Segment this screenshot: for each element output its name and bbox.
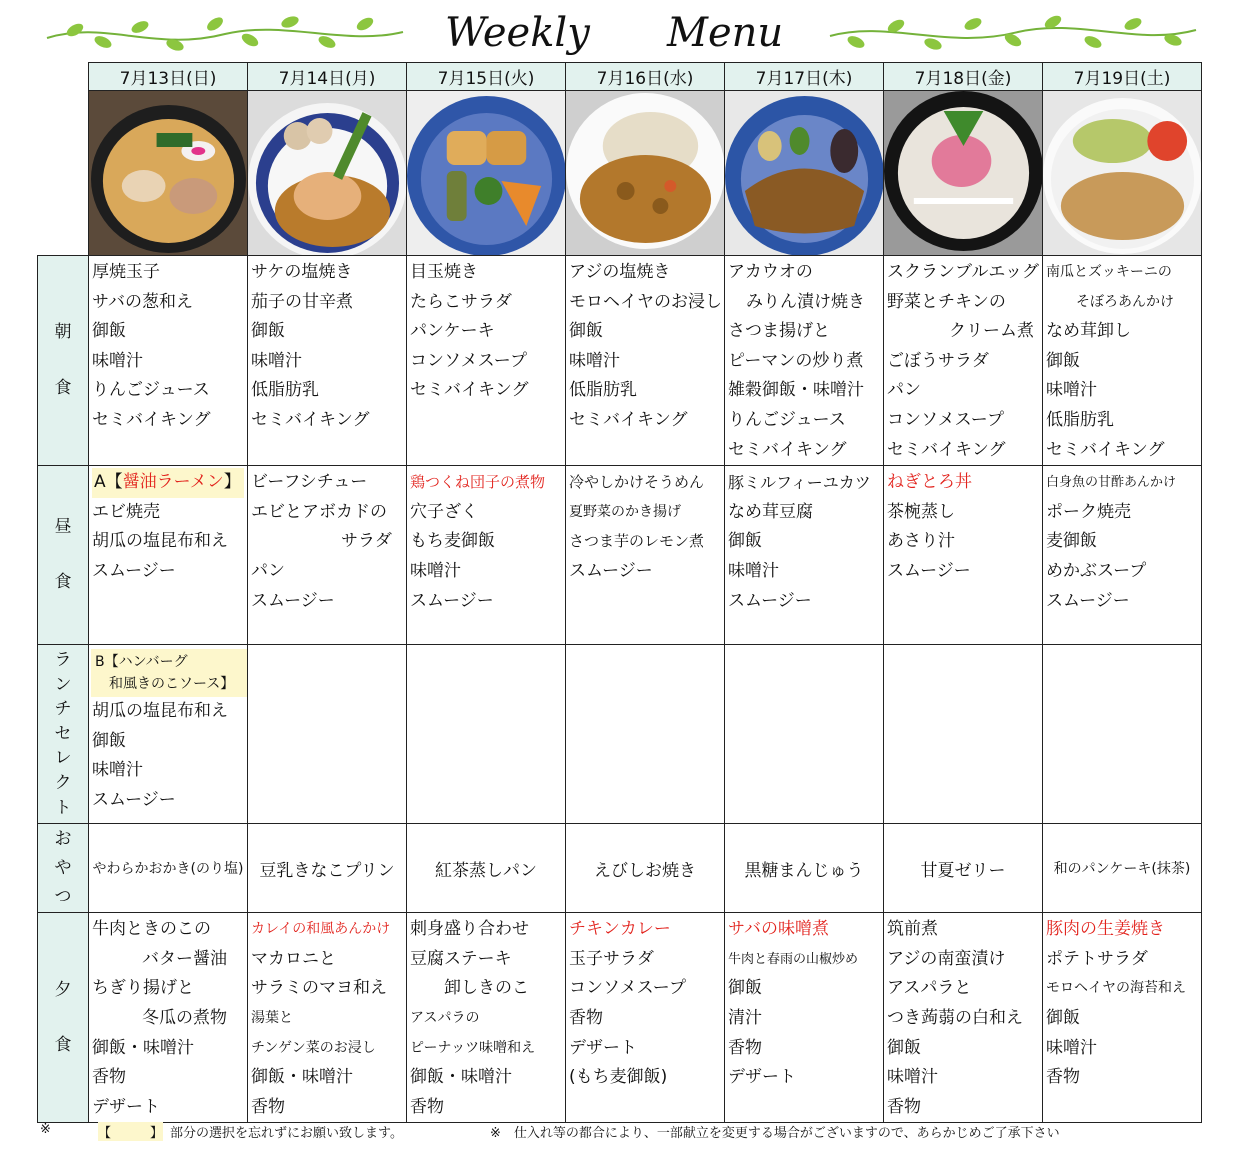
menu-item: セミバイキング — [92, 409, 211, 430]
menu-item: 御飯 — [1046, 350, 1080, 371]
menu-item: サケの塩焼き — [251, 262, 353, 282]
breakfast-row — [38, 256, 1202, 466]
vegetable-stew-icon — [407, 91, 566, 256]
menu-item: 香物 — [410, 1096, 444, 1117]
salmon-dish-icon — [248, 91, 407, 256]
menu-item: 低脂肪乳 — [1046, 409, 1114, 430]
snack-item: やわらかおかき(のり塩) — [89, 824, 248, 913]
menu-item: 御飯 — [92, 321, 126, 342]
title-weekly: Weekly — [445, 10, 590, 56]
menu-item: 茶椀蒸し — [887, 501, 955, 522]
menu-item: 目玉焼き — [410, 262, 478, 282]
menu-item: 味噌汁 — [569, 350, 620, 371]
menu-item: モロヘイヤの海苔和え — [1046, 980, 1186, 997]
menu-item: みりん漬け焼き — [746, 291, 865, 312]
menu-item: パン — [887, 380, 921, 401]
header — [0, 0, 1237, 62]
menu-item: そぼろあんかけ — [1076, 293, 1174, 310]
day-header: 7月17日(木) — [725, 63, 884, 91]
menu-item: ねぎとろ丼 — [887, 472, 972, 493]
note-menu-change: ※ 仕入れ等の都合により、一部献立を変更する場合がございますので、あらかじめご了承下さい — [490, 1126, 1060, 1141]
menu-item: マカロニと — [251, 948, 336, 969]
note-mark: ※ — [40, 1122, 51, 1137]
menu-item: 味噌汁 — [92, 350, 143, 371]
menu-item: カレイの和風あんかけ — [251, 921, 391, 938]
menu-item: バター醤油 — [142, 948, 227, 969]
snack-item: えびしお焼き — [566, 824, 725, 913]
menu-item: さつま芋のレモン煮 — [569, 532, 705, 551]
menu-item: スムージー — [728, 590, 812, 611]
snack-item: 紅茶蒸しパン — [407, 824, 566, 913]
menu-item: チンゲン菜のお浸し — [251, 1039, 376, 1056]
menu-item: 味噌汁 — [728, 560, 779, 581]
day-header: 7月15日(火) — [407, 63, 566, 91]
menu-item: なめ茸豆腐 — [728, 501, 813, 522]
menu-item: 麦御飯 — [1046, 531, 1097, 552]
menu-item: 香物 — [1046, 1067, 1080, 1088]
menu-item: 味噌汁 — [887, 1067, 938, 1088]
menu-item: エビ焼売 — [92, 501, 160, 522]
menu-item: 御飯 — [251, 321, 285, 342]
menu-item: 御飯 — [887, 1037, 921, 1058]
snack-row — [38, 824, 1202, 913]
menu-item: クリーム煮 — [949, 321, 1034, 342]
menu-item: エビとアボカドの — [251, 501, 387, 522]
menu-item: 鶏つくね団子の煮物 — [410, 473, 546, 492]
menu-item: アスパラの — [410, 1009, 480, 1026]
menu-item: ちぎり揚げと — [92, 978, 194, 999]
menu-item: 胡瓜の塩昆布和え — [92, 531, 228, 552]
menu-item: さつま揚げと — [728, 321, 830, 342]
menu-item: 御飯 — [92, 730, 126, 751]
day-header: 7月19日(土) — [1043, 63, 1202, 91]
menu-item: セミバイキング — [728, 439, 847, 460]
menu-item: 御飯・味噌汁 — [251, 1067, 353, 1088]
menu-item: あさり汁 — [887, 531, 955, 552]
title-menu: Menu — [667, 10, 784, 56]
menu-item: 御飯 — [728, 531, 762, 552]
menu-item: デザート — [569, 1037, 637, 1058]
snack-label: お や つ — [38, 824, 89, 913]
menu-item: サバの味噌煮 — [728, 919, 829, 940]
menu-item: 低脂肪乳 — [251, 380, 319, 401]
lunch-b-subtitle: 和風きのこソース】 — [109, 676, 235, 693]
lunch-a-title: A【醤油ラーメン】 — [94, 472, 241, 493]
menu-item: 味噌汁 — [251, 350, 302, 371]
menu-item: ピーマンの炒り煮 — [728, 350, 864, 371]
lunch-label: 昼 食 — [38, 466, 89, 645]
menu-item: 豚肉の生姜焼き — [1046, 919, 1165, 940]
menu-item: 清汁 — [728, 1007, 762, 1028]
vine-decoration-icon — [45, 12, 405, 54]
breakfast-label: 朝 食 — [38, 256, 89, 466]
menu-item: りんごジュース — [728, 409, 846, 430]
menu-item: なめ茸卸し — [1046, 321, 1131, 342]
menu-item: 御飯・味噌汁 — [92, 1037, 194, 1058]
menu-item: 胡瓜の塩昆布和え — [92, 701, 228, 722]
menu-item: 香物 — [728, 1037, 762, 1058]
menu-item: セミバイキング — [1046, 439, 1165, 460]
menu-item: 豚ミルフィーユカツ — [728, 473, 871, 493]
menu-item: 野菜とチキンの — [887, 291, 1006, 312]
menu-item: アカウオの — [728, 262, 813, 282]
day-header: 7月13日(日) — [89, 63, 248, 91]
menu-item: セミバイキング — [251, 409, 370, 430]
lunch-a-selection — [92, 468, 247, 498]
weekly-menu-table — [37, 62, 1202, 1123]
menu-item: サラダ — [341, 531, 392, 552]
menu-item: スクランブルエッグ — [887, 262, 1039, 282]
menu-item: スムージー — [251, 590, 335, 611]
menu-item: 冷やしかけそうめん — [569, 473, 705, 492]
snack-item: 甘夏ゼリー — [884, 824, 1043, 913]
menu-item: 香物 — [569, 1007, 603, 1028]
menu-item: パン — [251, 560, 285, 581]
dinner-label: 夕 食 — [38, 913, 89, 1123]
menu-item: 御飯 — [728, 978, 762, 999]
menu-item: スムージー — [569, 560, 653, 581]
menu-item: パンケーキ — [410, 321, 495, 342]
menu-item: サラミのマヨ和え — [251, 978, 387, 999]
note-bracket: 【 】 — [98, 1122, 163, 1141]
menu-item: 湯葉と — [251, 1009, 293, 1026]
lunch-b-title: B【ハンバーグ — [95, 654, 188, 671]
day-header: 7月16日(水) — [566, 63, 725, 91]
menu-item: 厚焼玉子 — [92, 262, 160, 282]
menu-item: チキンカレー — [569, 919, 671, 940]
menu-item: りんごジュース — [92, 380, 210, 401]
ramen-icon — [89, 91, 248, 256]
menu-item: めかぶスープ — [1046, 560, 1147, 581]
menu-item: 御飯 — [569, 321, 603, 342]
menu-item: 御飯 — [1046, 1007, 1080, 1028]
menu-item: 低脂肪乳 — [569, 380, 637, 401]
menu-item: セミバイキング — [569, 409, 688, 430]
day-header: 7月18日(金) — [884, 63, 1043, 91]
menu-item: つき蒟蒻の白和え — [887, 1007, 1023, 1028]
menu-item: たらこサラダ — [410, 291, 512, 312]
menu-item: スムージー — [1046, 590, 1130, 611]
menu-item: デザート — [92, 1096, 160, 1117]
menu-item: 穴子ざく — [410, 501, 478, 522]
menu-item: 牛肉と春雨の山椒炒め — [728, 951, 859, 967]
menu-item: コンソメスープ — [410, 350, 527, 371]
menu-item: 夏野菜のかき揚げ — [569, 503, 681, 520]
dinner-row — [38, 913, 1202, 1123]
menu-item: もち麦御飯 — [410, 531, 495, 552]
menu-item: 玉子サラダ — [569, 948, 654, 969]
menu-item: スムージー — [410, 590, 494, 611]
menu-item: スムージー — [92, 789, 176, 810]
vine-decoration-icon — [828, 12, 1198, 54]
lunch-b-selection — [91, 649, 247, 697]
photo-row — [38, 91, 1202, 256]
menu-item: ピーナッツ味噌和え — [410, 1039, 536, 1056]
menu-item: コンソメスープ — [569, 978, 686, 999]
menu-item: 味噌汁 — [92, 760, 143, 781]
mackerel-miso-icon — [725, 91, 884, 256]
menu-item: 筑前煮 — [887, 919, 938, 940]
menu-item: 味噌汁 — [1046, 1037, 1097, 1058]
menu-item: (もち麦御飯) — [569, 1067, 668, 1088]
menu-item: 豆腐ステーキ — [410, 948, 512, 969]
menu-item: スムージー — [887, 560, 971, 581]
ginger-pork-icon — [1043, 91, 1202, 256]
snack-item: 黒糖まんじゅう — [725, 824, 884, 913]
menu-item: 白身魚の甘酢あんかけ — [1046, 475, 1177, 491]
day-header: 7月14日(月) — [248, 63, 407, 91]
menu-item: アジの南蛮漬け — [887, 948, 1006, 969]
menu-item: ごぼうサラダ — [887, 350, 989, 371]
menu-item: コンソメスープ — [887, 409, 1004, 430]
menu-item: 南瓜とズッキーニの — [1046, 264, 1172, 280]
menu-item: 牛肉ときのこの — [92, 919, 211, 940]
negitoro-don-icon — [884, 91, 1043, 256]
menu-item: 香物 — [887, 1096, 921, 1117]
menu-item: 雑穀御飯・味噌汁 — [728, 380, 864, 401]
menu-item: アジの塩焼き — [569, 262, 671, 282]
note-selection-reminder: 部分の選択を忘れずにお願い致します。 — [170, 1126, 403, 1141]
menu-item: セミバイキング — [410, 380, 529, 401]
menu-item: サバの葱和え — [92, 291, 193, 312]
menu-item: ポーク焼売 — [1046, 501, 1131, 522]
menu-item: セミバイキング — [887, 439, 1006, 460]
menu-item: 冬瓜の煮物 — [142, 1007, 227, 1028]
snack-item: 豆乳きなこプリン — [248, 824, 407, 913]
day-header-row — [38, 63, 1202, 91]
menu-item: スムージー — [92, 560, 176, 581]
menu-item: ビーフシチュー — [251, 472, 368, 493]
lunch-select-label: ラ ン チ セ レ ク ト — [38, 645, 89, 824]
menu-item: アスパラと — [887, 978, 972, 999]
lunch-row — [38, 466, 1202, 645]
menu-item: 茄子の甘辛煮 — [251, 291, 353, 312]
menu-item: 味噌汁 — [410, 560, 461, 581]
lunch-select-row — [38, 645, 1202, 824]
menu-item: 香物 — [251, 1096, 285, 1117]
menu-item: ポテトサラダ — [1046, 948, 1148, 969]
menu-item: 刺身盛り合わせ — [410, 919, 529, 940]
curry-icon — [566, 91, 725, 256]
menu-item: 御飯・味噌汁 — [410, 1067, 512, 1088]
menu-item: 卸しきのこ — [444, 978, 529, 999]
menu-item: モロヘイヤのお浸し — [569, 291, 722, 312]
snack-item: 和のパンケーキ(抹茶) — [1043, 824, 1202, 913]
menu-item: 味噌汁 — [1046, 380, 1097, 401]
menu-item: 香物 — [92, 1067, 126, 1088]
menu-item: デザート — [728, 1067, 796, 1088]
